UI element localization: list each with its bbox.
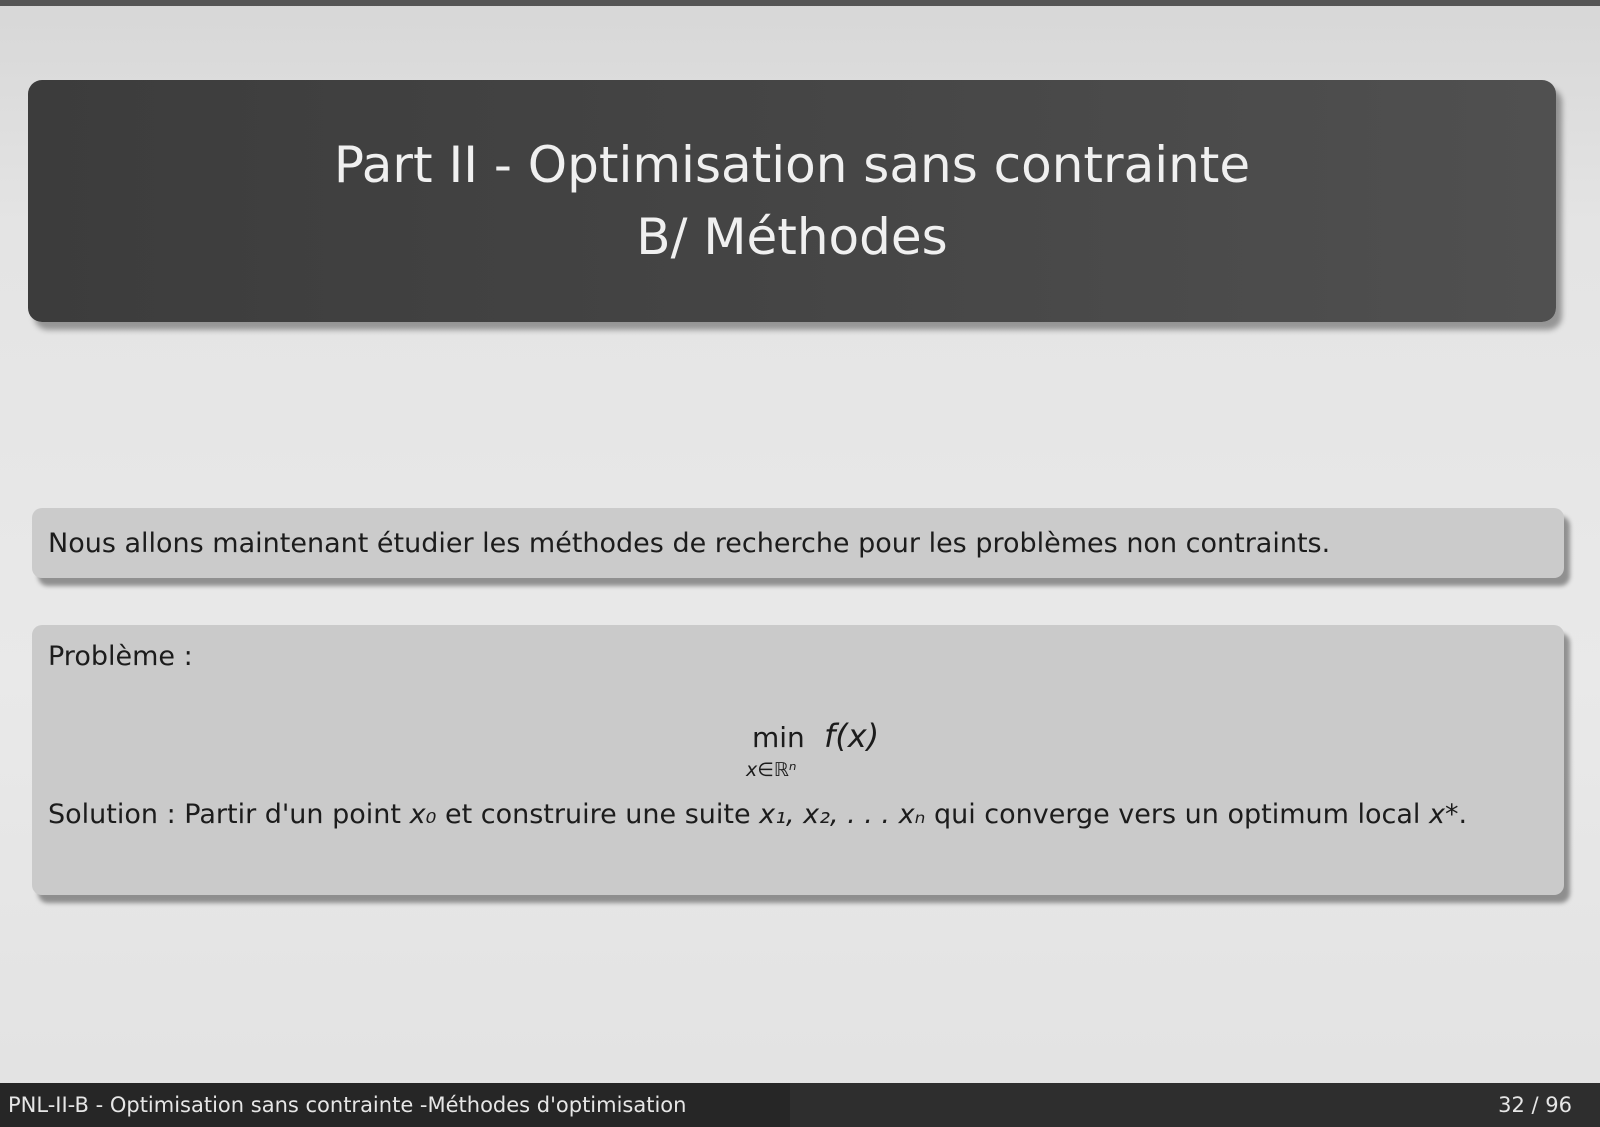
- solution-end: .: [1458, 799, 1468, 830]
- formula-function: f(x): [824, 717, 880, 755]
- solution-part2: et construire une suite: [436, 799, 760, 830]
- minimization-formula: [720, 717, 890, 791]
- formula-operator: min: [752, 721, 805, 754]
- formula-subscript: x∈ℝⁿ: [746, 759, 797, 781]
- top-edge-bar: [0, 0, 1600, 6]
- solution-label: Solution: [48, 799, 158, 830]
- problem-block: [32, 625, 1564, 895]
- slide-title: Part II - Optimisation sans contrainte: [333, 136, 1251, 194]
- slide-subtitle: B/ Méthodes: [636, 208, 948, 266]
- footer-title: PNL-II-B - Optimisation sans contrainte -Méthodes d'optimisation: [0, 1083, 790, 1127]
- solution-part3: qui converge vers un optimum local: [925, 799, 1429, 830]
- solution-sequence: x₁, x₂, . . . xₙ: [759, 799, 926, 830]
- solution-x0: x₀: [409, 799, 437, 830]
- page-number: 32 / 96: [1498, 1093, 1572, 1117]
- solution-text: [48, 797, 1508, 833]
- slide-title-block: [28, 80, 1556, 322]
- solution-part1: : Partir d'un point: [158, 799, 410, 830]
- intro-text: Nous allons maintenant étudier les méthodes de recherche pour les problèmes non contraints.: [48, 527, 1331, 559]
- slide-footer: [0, 1083, 1600, 1127]
- solution-optimum: x*: [1429, 799, 1459, 830]
- problem-label: Problème :: [48, 641, 193, 672]
- intro-block: [32, 508, 1564, 578]
